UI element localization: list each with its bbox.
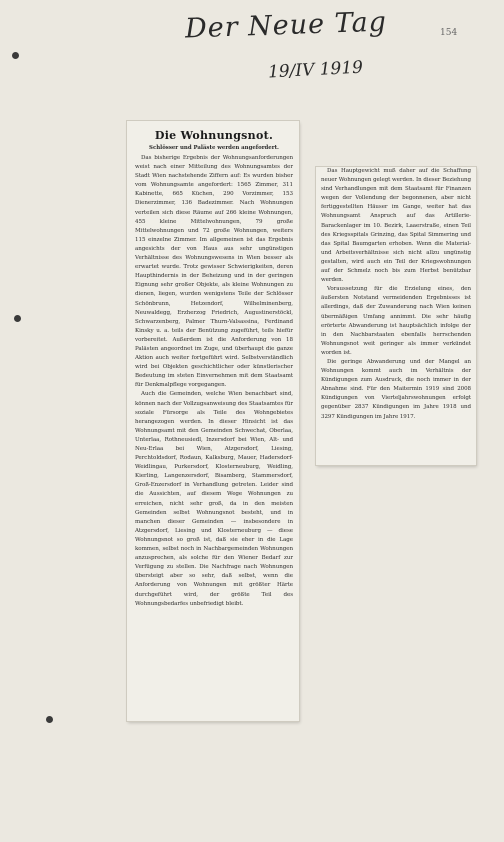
paragraph: Das Hauptgewicht muß daher auf die Schaffung neuer Wohnungen gelegt werden. In dieser Beziehung sind Verhandlungen mit dem Staatsamt für Finanzen wegen der Vollendung der begonnenen, aber nicht fertiggestellten Häuser im Gange, weiter hat das Wohnungsamt Anspruch auf das Artillerie-Barackenlager im 10. Bezirk, Laaerstraße, einen Teil des Kriegsspitals Grinzing, das Spital Simmering und das Spital Baumgarten erhoben. Wenn die Material- und Arbeitsverhältnisse sich nicht allzu ungünstig gestalten, wird auch ein Teil der Kriegswohnungen auf der Schmelz noch bis zum Herbst benützbar werden. — [321, 168, 471, 284]
paragraph: Das bisherige Ergebnis der Wohnungsanforderungen weist nach einer Mitteilung des Wohnungsamtes der Stadt Wien nachstehende Ziffern auf: Es wurden bisher vom Wohnungsamte angefordert: 1565 Zimmer, 311 Kabinette, 665 Küchen, 290 Vorzimmer, 153 Dienerzimmer, 136 Badezimmer. Nach Wohnungen verteilen sich diese Räume auf 266 kleine Wohnungen, 455 kleine Mittelwohnungen, 79 große Mittelwohnungen und 72 große Wohnungen, weiters 115 einzelne Zimmer. Im allgemeinen ist das Ergebnis angesichts der von Haus aus sehr ungünstigen Verhältnisse des Wohnungswesens in Wien besser als erwartet wurde. Trotz gewisser Schwierigkeiten, deren Haupthindernis in der Beheizung und in der geringen Eignung sehr großer Objekte, als kleine Wohnungen zu dienen, liegen, wurden wenigstens Teile der Schlösser Schönbrunn, Hetzendorf, Wilhelminenberg, Neuwaldegg, Erzherzog Friedrich, Augustinerstöckl, Schwarzenberg, Palmer Thurn-Valsassina, Ferdinand Kinsky u. a. teils der Benützung zugeführt, teils hiefür vorbereitet. Außerdem ist die Anforderung von 18 Palästen angeordnet im Zuge, und überhaupt die ganze Aktion auch weiter fortgeführt wird. Selbstverständlich wird bei Objekten geschichtlicher oder künstlerischer Bedeutung im steten Einvernehmen mit dem Staatsamt für Denkmalpflege vorgegangen. — [135, 155, 293, 389]
paragraph: Die geringe Abwanderung und der Mangel an Wohnungen kommt auch im Verhältnis der Kündigungen zum Ausdruck, die noch immer in der Abnahme sind. Für den Maitermin 1919 sind 2008 Kündigungen von Vierteljahrswohnungen erfolgt gegenüber 2837 Kündigungen im Jahre 1918 und 3297 Kündigungen im Jahre 1917. — [321, 358, 471, 420]
article-title: Die Wohnungsnot. — [154, 129, 274, 142]
punch-hole-middle — [14, 315, 21, 322]
clipping-left-column — [127, 121, 299, 721]
handwritten-date: 19/IV 1919 — [267, 57, 364, 83]
punch-hole-top — [12, 52, 19, 59]
article-body-left — [135, 154, 293, 609]
article-subtitle: Schlösser und Paläste werden angefordert. — [149, 145, 279, 151]
clipping-right-column — [316, 167, 476, 465]
punch-hole-bottom — [46, 716, 53, 723]
paragraph: Auch die Gemeinden, welche Wien benachbart sind, können nach der Vollzugsanweisung des Staatsamtes für soziale Fürsorge als Teile des Wohngebietes herangezogen werden. In dieser Hinsicht ist das Wohnungsamt mit den Gemeinden Schwechat, Oberlaa, Unterlaa, Rothneusiedl, Inzersdorf bei Wien, Alt- und Neu-Erlaa bei Wien, Atzgersdorf, Liesing, Perchtoldsdorf, Rodaun, Kalksburg, Mauer, Hadersdorf-Weidlingau, Purkersdorf, Klosterneuburg, Weidling, Kierling, Langenzersdorf, Bisamberg, Stammersdorf, Groß-Enzersdorf in Verhandlung getreten. Leider sind die Aussichten, auf diesem Wege Wohnungen zu erreichen, nicht sehr groß, da in den meisten Gemeinden selbst Wohnungsnot besteht, und in manchen dieser Gemeinden — insbesondere in Atzgersdorf, Liesing und Klosterneuburg — diese Wohnungsnot so groß ist, daß sie eher in die Lage kommen, selbst noch in Nachbargemeinden Wohnungen anzusprechen, als solche für den Wiener Bedarf zur Verfügung zu stellen. Die Nachfrage nach Wohnungen übersteigt aber so sehr, daß selbst, wenn die Anforderung von Wohnungen mit größter Härte durchgeführt wird, der größte Teil des Wohnungsbedarfes unbefriedigt bleibt. — [135, 391, 293, 607]
article-body-right — [321, 167, 471, 422]
archive-number: 154 — [440, 28, 458, 38]
paragraph: Voraussetzung für die Erzielung eines, den äußersten Notstand vermeidenden Ergebnisses ist allerdings, daß der Zuwanderung nach Wien keinen übermäßigen Umfang annimmt. Die sehr häufig erörterte Abwanderung ist hauptsächlich infolge der in den Nachbarstaaten ebenfalls herrschenden Wohnungsnot weit geringer als immer verkündet worden ist. — [321, 286, 471, 356]
handwritten-newspaper-name: Der Neue Tag — [184, 6, 388, 45]
